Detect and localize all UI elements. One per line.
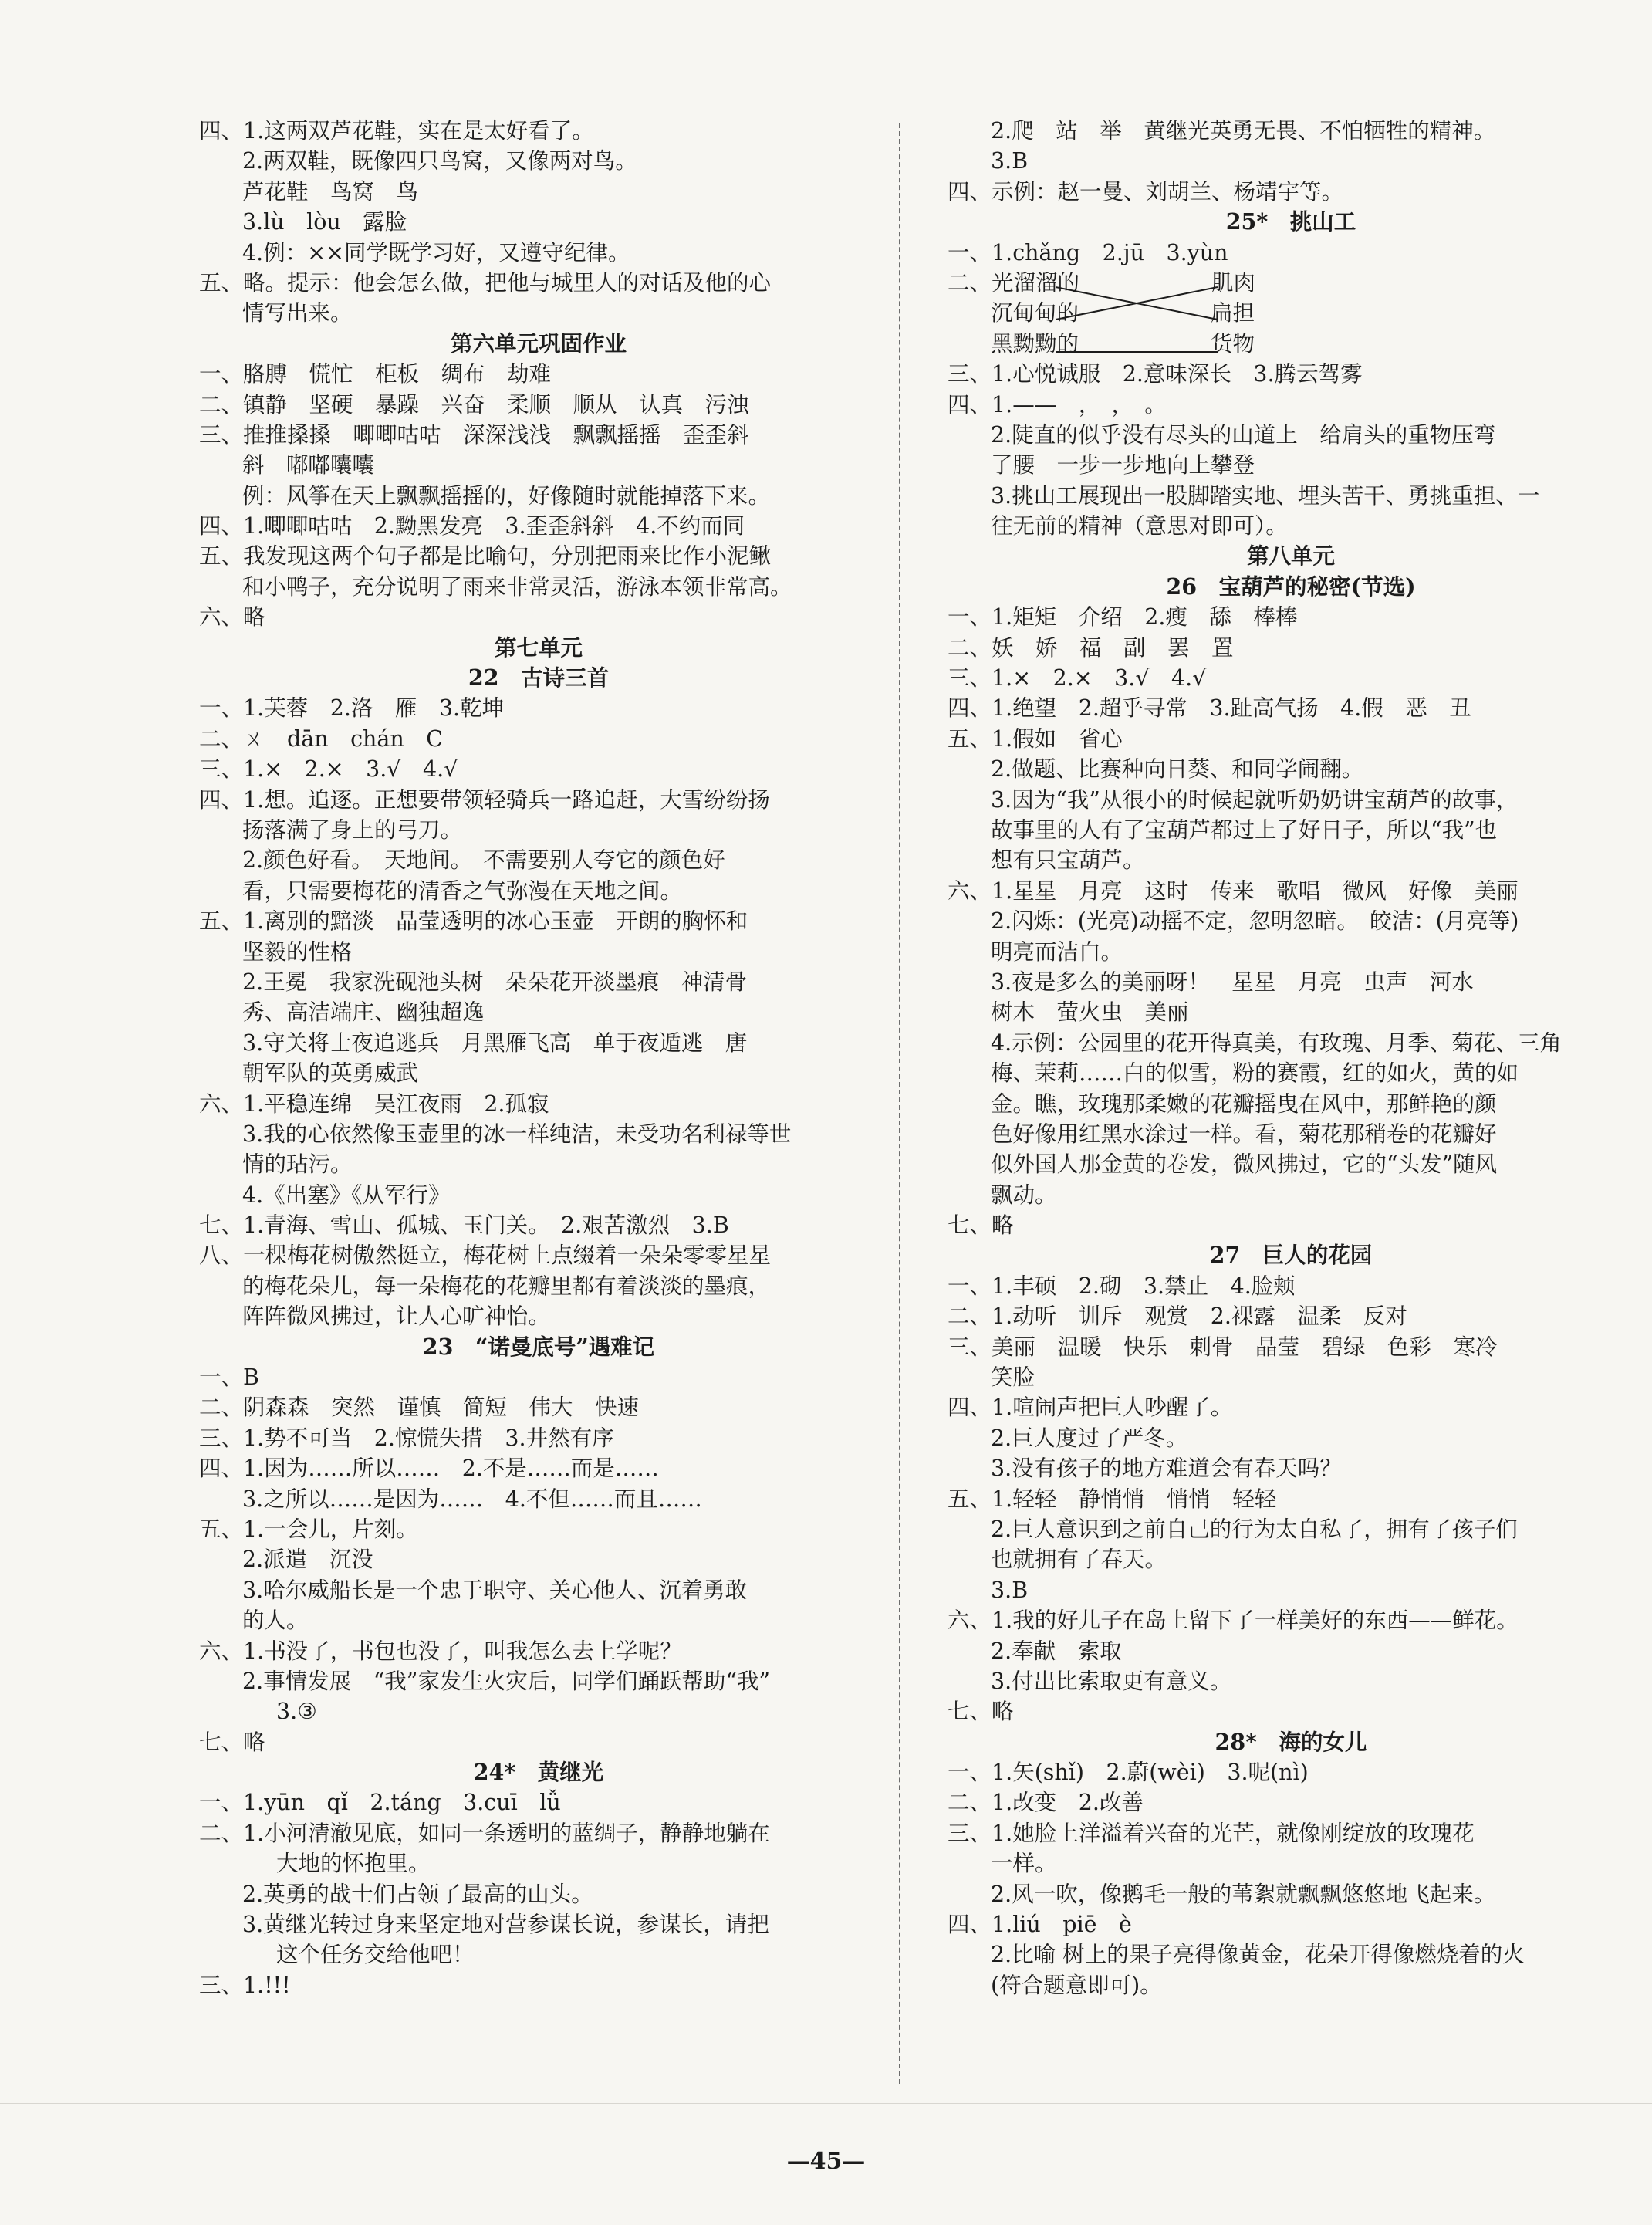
answer-line: 3.B xyxy=(991,148,1029,174)
answer-line: 2.巨人意识到之前自己的行为太自私了，拥有了孩子们 xyxy=(991,1516,1518,1542)
answer-line: 2.派遣 沉没 xyxy=(242,1547,373,1573)
answer-line: 也就拥有了春天。 xyxy=(991,1547,1167,1573)
left-column xyxy=(199,116,878,2000)
answer-line: 二、阴森森 突然 谨慎 简短 伟大 快速 xyxy=(199,1395,640,1421)
answer-line: 四、1.liú piē è xyxy=(948,1912,1132,1938)
answer-line: 4.示例：公园里的花开得真美，有玫瑰、月季、菊花、三角 xyxy=(991,1030,1562,1056)
answer-line: 想有只宝葫芦。 xyxy=(991,847,1145,874)
answer-line: 六、1.星星 月亮 这时 传来 歌唱 微风 好像 美丽 xyxy=(948,877,1519,904)
answer-line: 芦花鞋 鸟窝 鸟 xyxy=(242,178,419,205)
answer-line: 笑脸 xyxy=(991,1364,1035,1391)
page-number: —45— xyxy=(786,2148,866,2175)
answer-line: 四、1.—— ， ， 。 xyxy=(948,391,1167,418)
section-heading: 第八单元 xyxy=(1246,543,1335,570)
section-heading: 28* 海的女儿 xyxy=(1215,1728,1367,1755)
answer-line: 情的玷污。 xyxy=(242,1151,353,1178)
answer-line: 四、1.因为……所以…… 2.不是……而是…… xyxy=(199,1456,659,1482)
answer-line: 3.挑山工展现出一股脚踏实地、埋头苦干、勇挑重担、一 xyxy=(991,482,1540,509)
answer-line: 了腰 一步一步地向上攀登 xyxy=(991,452,1255,478)
answer-line: 3.守关将士夜追逃兵 月黑雁飞高 单于夜遁逃 唐 xyxy=(242,1030,748,1056)
answer-line: 往无前的精神（意思对即可）。 xyxy=(991,513,1288,539)
answer-line: 七、略 xyxy=(948,1699,1014,1725)
answer-line: 看，只需要梅花的清香之气弥漫在天地之间。 xyxy=(242,877,683,904)
answer-line: 阵阵微风拂过，让人心旷神怡。 xyxy=(242,1304,551,1330)
answer-line: 2.做题、比赛种向日葵、和同学闹翻。 xyxy=(991,756,1364,783)
answer-line: 三、1.心悦诚服 2.意味深长 3.腾云驾雾 xyxy=(948,361,1363,387)
answer-line: 3.因为“我”从很小的时候起就听奶奶讲宝葫芦的故事， xyxy=(991,786,1519,813)
answer-line: 梅、茉莉……白的似雪，粉的赛霞，红的如火，黄的如 xyxy=(991,1060,1519,1087)
answer-line: 2.颜色好看。 天地间。 不需要别人夸它的颜色好 xyxy=(242,847,725,874)
answer-line: 四、1.绝望 2.超乎寻常 3.趾高气扬 4.假 恶 丑 xyxy=(948,695,1471,722)
footer-rule xyxy=(0,2103,1652,2104)
answer-line: 一、1.yūn qǐ 2.táng 3.cuī lǚ xyxy=(199,1790,561,1816)
section-heading: 24* 黄继光 xyxy=(473,1759,604,1786)
answer-line: 和小鸭子，充分说明了雨来非常灵活，游泳本领非常高。 xyxy=(242,573,792,600)
section-heading: 25* 挑山工 xyxy=(1225,208,1356,235)
answer-line: 七、略 xyxy=(199,1729,265,1755)
answer-line: 四、1.想。追逐。正想要带领轻骑兵一路追赶，大雪纷纷扬 xyxy=(199,786,770,813)
answer-line: 二、1.小河清澈见底，如同一条透明的蓝绸子，静静地躺在 xyxy=(199,1820,770,1846)
answer-line: 五、略。提示：他会怎么做，把他与城里人的对话及他的心 xyxy=(199,269,772,296)
answer-line: 五、1.轻轻 静悄悄 悄悄 轻轻 xyxy=(948,1486,1277,1512)
answer-line: 大地的怀抱里。 xyxy=(276,1851,431,1877)
answer-line: 朝军队的英勇威武 xyxy=(242,1060,419,1087)
answer-line: 3.之所以……是因为…… 4.不但……而且…… xyxy=(242,1486,702,1512)
column-divider xyxy=(899,123,900,2084)
answer-line: 3.付出比索取更有意义。 xyxy=(991,1668,1232,1694)
answer-line: 的人。 xyxy=(242,1608,309,1634)
matching-lines xyxy=(1056,276,1241,361)
answer-line: 二、1.改变 2.改善 xyxy=(948,1790,1144,1816)
answer-line: 三、1.× 2.× 3.√ 4.√ xyxy=(199,756,458,783)
answer-line: 3.③ xyxy=(276,1699,317,1725)
answer-line: 树木 萤火虫 美丽 xyxy=(991,999,1189,1026)
answer-line: 一样。 xyxy=(991,1851,1057,1877)
answer-line: 这个任务交给他吧！ xyxy=(276,1942,475,1968)
section-heading: 22 古诗三首 xyxy=(468,664,610,692)
answer-line: 五、1.离别的黯淡 晶莹透明的冰心玉壶 开朗的胸怀和 xyxy=(199,908,748,935)
answer-line: 3.B xyxy=(991,1577,1029,1603)
answer-line: 三、美丽 温暖 快乐 刺骨 晶莹 碧绿 色彩 寒冷 xyxy=(948,1334,1498,1360)
answer-line: 4.例：××同学既学习好，又遵守纪律。 xyxy=(242,239,630,265)
answer-line: 三、推推搡搡 唧唧咕咕 深深浅浅 飘飘摇摇 歪歪斜 xyxy=(199,421,749,448)
answer-line: 三、1.× 2.× 3.√ 4.√ xyxy=(948,665,1207,692)
answer-line: 五、我发现这两个句子都是比喻句，分别把雨来比作小泥鳅 xyxy=(199,543,772,570)
answer-line: 的梅花朵儿，每一朵梅花的花瓣里都有着淡淡的墨痕， xyxy=(242,1273,771,1299)
answer-line: 八、一棵梅花树傲然挺立，梅花树上点缀着一朵朵零零星星 xyxy=(199,1243,772,1269)
answer-line: 2.奉献 索取 xyxy=(991,1638,1122,1664)
answer-line: 秀、高洁端庄、幽独超逸 xyxy=(242,999,485,1026)
answer-line: 2.英勇的战士们占领了最高的山头。 xyxy=(242,1881,593,1907)
answer-line: 金。瞧，玫瑰那柔嫩的花瓣摇曳在风中，那鲜艳的颜 xyxy=(991,1091,1497,1117)
answer-line: 例：风筝在天上飘飘摇摇的，好像随时就能掉落下来。 xyxy=(242,482,771,509)
answer-line: 七、1.青海、雪山、孤城、玉门关。 2.艰苦激烈 3.B xyxy=(199,1212,729,1239)
answer-line: 五、1.一会儿，片刻。 xyxy=(199,1516,418,1542)
answer-line: 一、1.矩矩 介绍 2.瘦 舔 棒棒 xyxy=(948,604,1298,631)
answer-line: 3.没有孩子的地方难道会有春天吗？ xyxy=(991,1456,1342,1482)
answer-line: 二、光溜溜的 肌肉 xyxy=(948,269,1256,296)
answer-line: 七、略 xyxy=(948,1212,1014,1239)
answer-line: 三、1.!!! xyxy=(199,1972,291,1998)
answer-line: 坚毅的性格 xyxy=(242,938,353,965)
answer-line: 六、1.书没了，书包也没了，叫我怎么去上学呢？ xyxy=(199,1638,682,1664)
answer-line: 3.黄继光转过身来坚定地对营参谋长说，参谋长，请把 xyxy=(242,1912,769,1938)
answer-line: 扬落满了身上的弓刀。 xyxy=(242,817,463,843)
answer-line: 斜 嘟嘟囔囔 xyxy=(242,452,375,478)
section-heading: 26 宝葫芦的秘密(节选) xyxy=(1166,573,1416,600)
answer-line: 色好像用红黑水涂过一样。看，菊花那稍卷的花瓣好 xyxy=(991,1121,1497,1147)
answer-line: 2.两双鞋，既像四只鸟窝，又像两对鸟。 xyxy=(242,148,637,174)
section-heading: 第七单元 xyxy=(494,634,583,661)
answer-line: 情写出来。 xyxy=(242,300,353,326)
answer-line: 六、1.平稳连绵 吴江夜雨 2.孤寂 xyxy=(199,1091,549,1117)
answer-line: 六、略 xyxy=(199,604,265,631)
right-column xyxy=(948,116,1634,2000)
section-heading: 第六单元巩固作业 xyxy=(450,330,627,357)
answer-line: 一、1.chǎng 2.jū 3.yùn xyxy=(948,239,1228,265)
answer-line: 五、1.假如 省心 xyxy=(948,725,1123,752)
answer-line: 四、1.这两双芦花鞋，实在是太好看了。 xyxy=(199,118,594,144)
answer-line: 二、镇静 坚硬 暴躁 兴奋 柔顺 顺从 认真 污浊 xyxy=(199,391,749,418)
answer-line: 四、1.唧唧咕咕 2.黝黑发亮 3.歪歪斜斜 4.不约而同 xyxy=(199,513,745,539)
answer-line: 二、1.动听 训斥 观赏 2.裸露 温柔 反对 xyxy=(948,1304,1407,1330)
answer-line: 一、胳膊 慌忙 柜板 绸布 劫难 xyxy=(199,361,552,387)
answer-line: 3.夜是多么的美丽呀！ 星星 月亮 虫声 河水 xyxy=(991,969,1474,995)
answer-line: 三、1.势不可当 2.惊慌失措 3.井然有序 xyxy=(199,1425,614,1451)
answer-line: 2.闪烁：(光亮)动摇不定，忽明忽暗。 皎洁：(月亮等) xyxy=(991,908,1519,935)
section-heading: 27 巨人的花园 xyxy=(1209,1242,1373,1269)
answer-line: 一、1.丰硕 2.砌 3.禁止 4.脸颊 xyxy=(948,1273,1296,1299)
answer-line: 故事里的人有了宝葫芦都过上了好日子，所以“我”也 xyxy=(991,817,1498,843)
answer-line: 2.风一吹，像鹅毛一般的苇絮就飘飘悠悠地飞起来。 xyxy=(991,1881,1496,1907)
answer-line: 2.事情发展 “我”家发生火灾后，同学们踊跃帮助“我” xyxy=(242,1668,770,1694)
answer-line: 3.我的心依然像玉壶里的冰一样纯洁，未受功名利禄等世 xyxy=(242,1121,792,1147)
answer-line: 4.《出塞》《从军行》 xyxy=(242,1182,451,1208)
answer-line: 二、ㄨ dān chán C xyxy=(199,725,444,752)
answer-line: 沉甸甸的 扁担 xyxy=(991,300,1255,326)
answer-line: 似外国人那金黄的卷发，微风拂过，它的“头发”随风 xyxy=(991,1151,1498,1178)
answer-line: 一、B xyxy=(199,1364,259,1391)
answer-line: 2.巨人度过了严冬。 xyxy=(991,1425,1188,1451)
answer-line: (符合题意即可)。 xyxy=(991,1972,1162,1998)
answer-line: 2.陡直的似乎没有尽头的山道上 给肩头的重物压弯 xyxy=(991,421,1496,448)
answer-line: 2.爬 站 举 黄继光英勇无畏、不怕牺牲的精神。 xyxy=(991,118,1496,144)
answer-line: 六、1.我的好儿子在岛上留下了一样美好的东西——鲜花。 xyxy=(948,1608,1519,1634)
answer-line: 3.哈尔威船长是一个忠于职守、关心他人、沉着勇敢 xyxy=(242,1577,748,1603)
answer-line: 飘动。 xyxy=(991,1182,1057,1208)
answer-line: 四、1.喧闹声把巨人吵醒了。 xyxy=(948,1395,1233,1421)
answer-line: 四、示例：赵一曼、刘胡兰、杨靖宇等。 xyxy=(948,178,1344,205)
answer-line: 2.王冕 我家洗砚池头树 朵朵花开淡墨痕 神清骨 xyxy=(242,969,748,995)
answer-line: 2.比喻 树上的果子亮得像黄金，花朵开得像燃烧着的火 xyxy=(991,1942,1525,1968)
answer-line: 3.lù lòu 露脸 xyxy=(242,209,407,235)
answer-line: 三、1.她脸上洋溢着兴奋的光芒，就像刚绽放的玫瑰花 xyxy=(948,1820,1475,1846)
answer-line: 一、1.芙蓉 2.洛 雁 3.乾坤 xyxy=(199,695,505,722)
answer-line: 一、1.矢(shǐ) 2.蔚(wèi) 3.呢(nì) xyxy=(948,1760,1309,1786)
answer-line: 黑黝黝的 货物 xyxy=(991,330,1255,357)
answer-line: 明亮而洁白。 xyxy=(991,938,1123,965)
answer-line: 二、妖 娇 福 副 罢 置 xyxy=(948,634,1234,661)
section-heading: 23 “诺曼底号”遇难记 xyxy=(422,1333,655,1360)
